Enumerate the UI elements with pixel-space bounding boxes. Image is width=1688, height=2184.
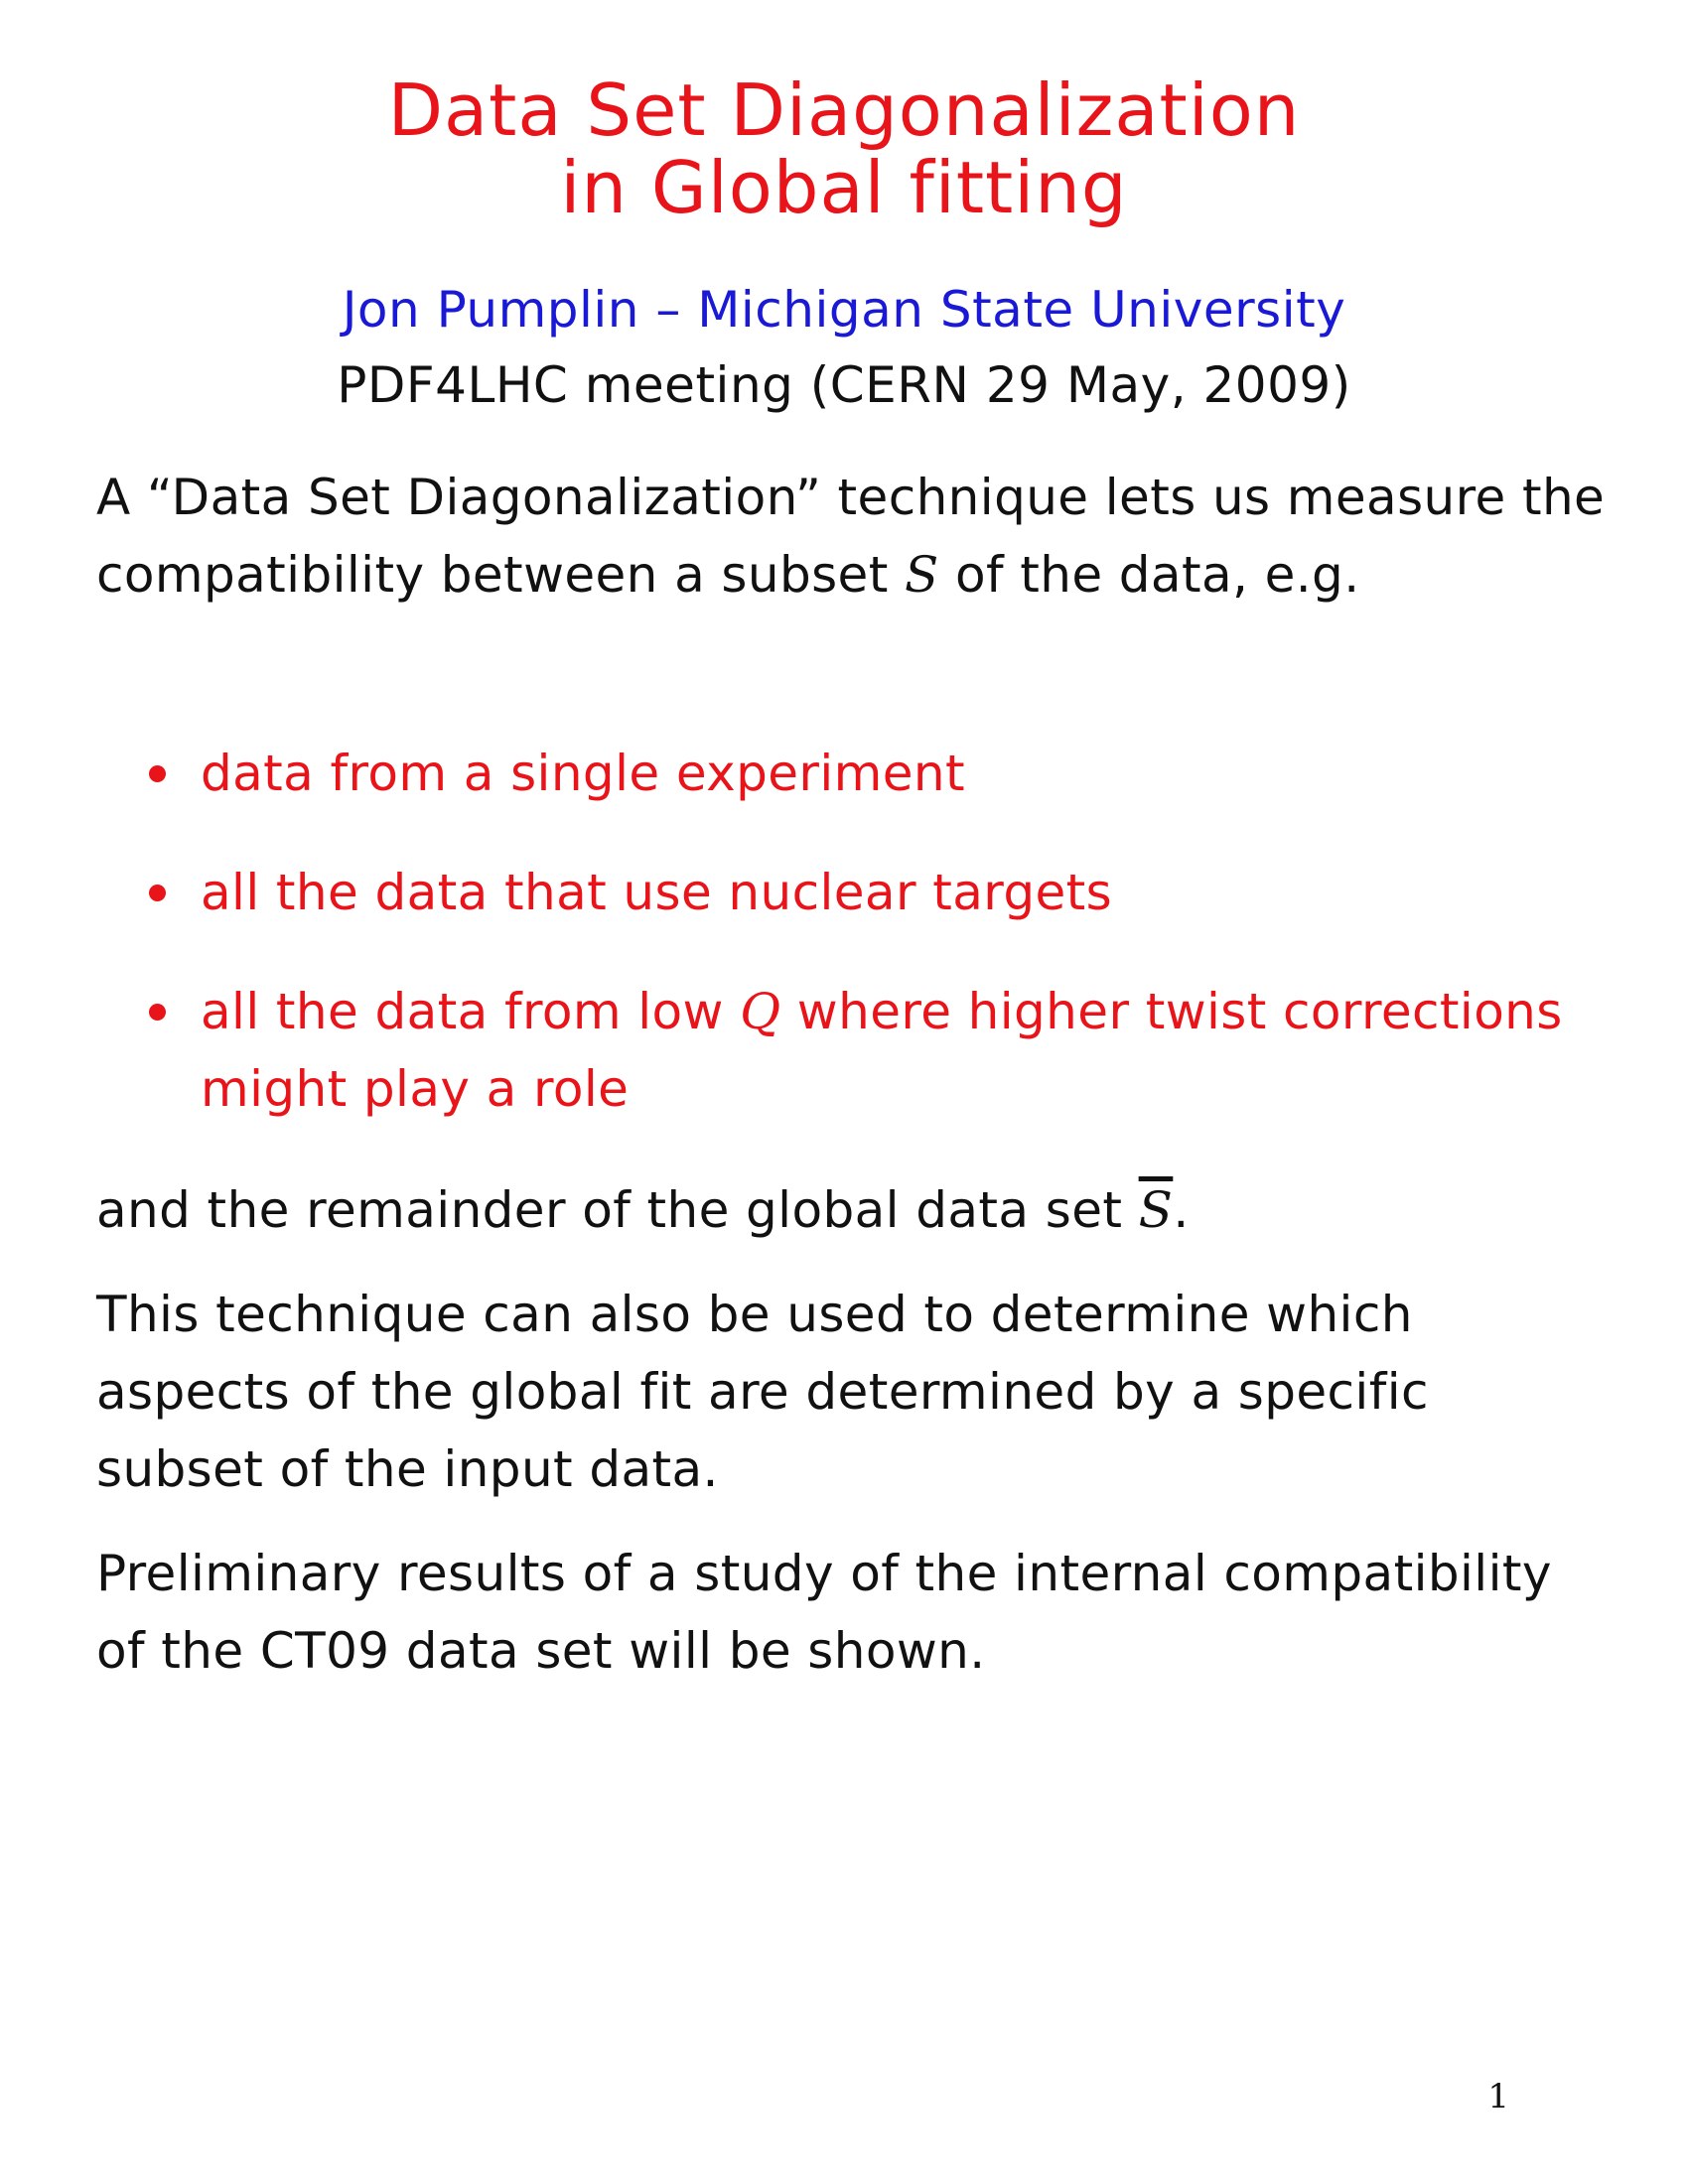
intro-paragraph xyxy=(96,459,1606,614)
slide-title xyxy=(0,68,1688,229)
list-item xyxy=(96,854,1606,931)
list-item xyxy=(96,735,1606,812)
page-number: 1 xyxy=(1487,2077,1509,2116)
subset-examples-list xyxy=(96,735,1606,1169)
complement-symbol: $\overline{S}$ xyxy=(1138,1181,1174,1239)
list-item-text-start: all the data from low xyxy=(201,983,741,1040)
remainder-period: . xyxy=(1173,1181,1190,1239)
list-item xyxy=(96,973,1606,1128)
meeting-line: PDF4LHC meeting (CERN 29 May, 2009) xyxy=(337,356,1351,414)
author-line: Jon Pumplin – Michigan State University xyxy=(342,281,1346,339)
title-line-2: in Global fitting xyxy=(560,146,1128,229)
q-symbol: Q xyxy=(740,983,781,1040)
intro-text-end: of the data, e.g. xyxy=(938,546,1360,604)
list-item-text-end: where higher twist corrections might play a role xyxy=(201,983,1563,1118)
list-item-text: data from a single experiment xyxy=(201,745,965,802)
list-item-text: all the data that use nuclear targets xyxy=(201,864,1113,921)
subset-symbol: S xyxy=(905,546,939,604)
bullet-icon xyxy=(149,765,166,782)
preliminary-paragraph: Preliminary results of a study of the internal compatibility of the CT09 data set will be shown. xyxy=(96,1545,1552,1680)
intro-text-start: A “Data Set Diagonalization” technique lets us measure the compatibility between a subset xyxy=(96,469,1606,604)
bullet-icon xyxy=(149,885,166,901)
technique-paragraph: This technique can also be used to determine which aspects of the global fit are determined by a specific subset of the input data. xyxy=(96,1286,1429,1498)
remainder-paragraph xyxy=(96,1171,1606,1249)
title-line-1: Data Set Diagonalization xyxy=(387,68,1301,152)
bullet-icon xyxy=(149,1004,166,1021)
remainder-text: and the remainder of the global data set xyxy=(96,1181,1139,1239)
